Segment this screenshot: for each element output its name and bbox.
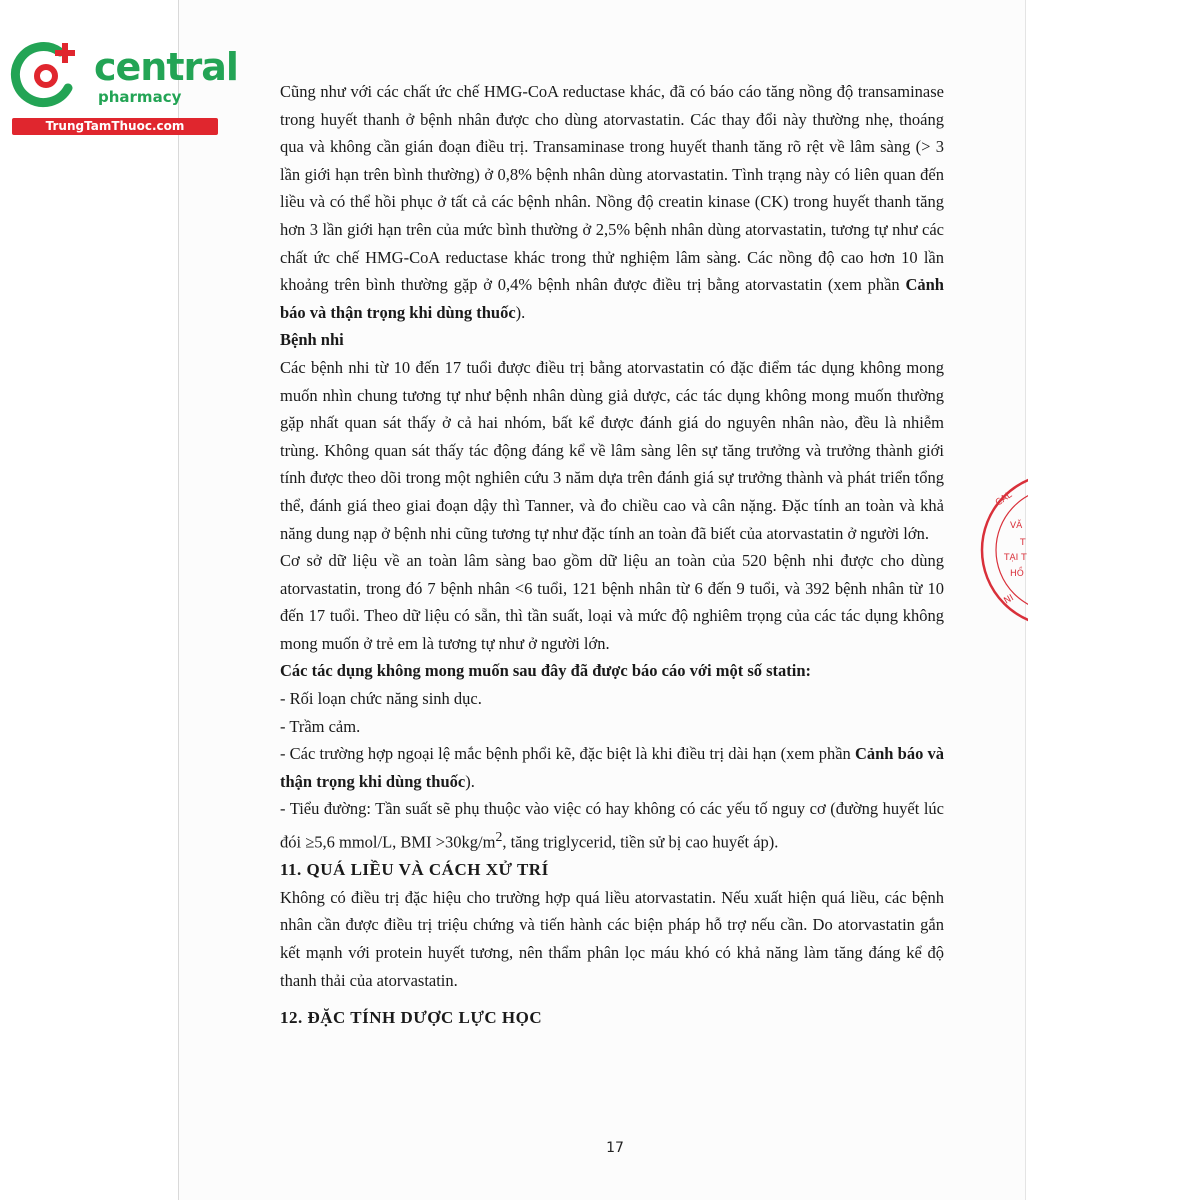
svg-text:VĂ: VĂ bbox=[1010, 521, 1023, 531]
central-pharmacy-logo[interactable] bbox=[10, 38, 238, 138]
pharmacy-cross-logo-icon bbox=[10, 38, 82, 110]
section-heading-overdose: 11. QUÁ LIỀU VÀ CÁCH XỬ TRÍ bbox=[280, 860, 549, 880]
bullet-sexual-dysfunction: - Rối loạn chức năng sinh dục. bbox=[280, 689, 482, 709]
cross-reference-warnings-2: Cảnh báo và thận trọng khi dùng thuốc bbox=[280, 744, 944, 791]
svg-text:T: T bbox=[1020, 538, 1026, 548]
svg-text:CAL: CAL bbox=[993, 490, 1015, 509]
svg-text:HỒ: HỒ bbox=[1010, 569, 1024, 579]
logo-brand-text: central bbox=[94, 45, 238, 89]
bullet-interstitial-lung: - Các trường hợp ngoại lệ mắc bệnh phổi kẽ, đặc biệt là khi điều trị dài hạn (xem phần Cảnh báo và thận trọng khi dùng thuốc). bbox=[280, 744, 944, 791]
svg-text:TẠI T: TẠI T bbox=[1004, 553, 1027, 563]
paragraph-transaminase: Cũng như với các chất ức chế HMG-CoA reductase khác, đã có báo cáo tăng nồng độ transaminase trong huyết thanh ở bệnh nhân được cho dùng atorvastatin. Các thay đổi này thường nhẹ, thoáng qua và không cần gián đoạn điều trị. Transaminase trong huyết thanh tăng rõ rệt về lâm sàng (> 3 lần giới hạn trên bình thường) ở 0,8% bệnh nhân dùng atorvastatin. Tình trạng này có liên quan đến liều và có thể hồi phục ở tất cả các bệnh nhân. Nồng độ creatin kinase (CK) trong huyết thanh tăng hơn 3 lần giới hạn trên của mức bình thường ở 2,5% bệnh nhân dùng atorvastatin, tương tự như các chất ức chế HMG-CoA reductase khác trong thử nghiệm lâm sàng. Các nồng độ cao hơn 10 lần khoảng trên bình thường gặp ở 0,4% bệnh nhân được điều trị bằng atorvastatin (xem phần Cảnh báo và thận trọng khi dùng thuốc). bbox=[280, 82, 944, 322]
section-heading-pharmacodynamics: 12. ĐẶC TÍNH DƯỢC LỰC HỌC bbox=[280, 1008, 543, 1028]
cross-reference-warnings: Cảnh báo và thận trọng khi dùng thuốc bbox=[280, 275, 944, 322]
paragraph-pediatric: Các bệnh nhi từ 10 đến 17 tuổi được điều trị bằng atorvastatin có đặc điểm tác dụng không mong muốn nhìn chung tương tự như bệnh nhân dùng giả dược, các tác dụng không mong muốn thường gặp nhất quan sát thấy ở cả hai nhóm, bất kể được đánh giá do nguyên nhân nào, đều là nhiễm trùng. Không quan sát thấy tác động đáng kể về lâm sàng lên sự tăng trưởng và trưởng thành giới tính được theo dõi trong một nghiên cứu 3 năm dựa trên đánh giá sự trưởng thành và phát triển tổng thể, đánh giá theo giai đoạn dậy thì Tanner, và đo chiều cao và cân nặng. Đặc tính an toàn và khả năng dung nạp ở bệnh nhi cũng tương tự như đặc tính an toàn đã biết của atorvastatin ở người lớn. bbox=[280, 357, 944, 543]
heading-statin-effects: Các tác dụng không mong muốn sau đây đã được báo cáo với một số statin: bbox=[280, 661, 812, 681]
svg-text:NI: NI bbox=[1002, 593, 1016, 607]
document-body bbox=[280, 78, 944, 1032]
paragraph-safety-database: Cơ sở dữ liệu về an toàn lâm sàng bao gồm dữ liệu an toàn của 520 bệnh nhi được cho dùng atorvastatin, trong đó 7 bệnh nhân <6 tuổi, 121 bệnh nhân từ 6 đến 9 tuổi, và 392 bệnh nhân từ 10 đến 17 tuổi. Theo dữ liệu có sẵn, thì tần suất, loại và mức độ nghiêm trọng của các tác dụng không mong muốn ở trẻ em là tương tự như ở người lớn. bbox=[280, 551, 944, 653]
paragraph-overdose: Không có điều trị đặc hiệu cho trường hợp quá liều atorvastatin. Nếu xuất hiện quá liều, các bệnh nhân cần được điều trị triệu chứng và tiến hành các biện pháp hỗ trợ nếu cần. Do atorvastatin gắn kết mạnh với protein huyết tương, nên thẩm phân lọc máu khó có khả năng làm tăng đáng kể độ thanh thải của atorvastatin. bbox=[280, 887, 944, 990]
page-number: 17 bbox=[606, 1140, 624, 1156]
heading-pediatric: Bệnh nhi bbox=[280, 330, 344, 350]
logo-url-badge[interactable]: TrungTamThuoc.com bbox=[12, 118, 218, 135]
red-seal-stamp bbox=[980, 470, 1028, 630]
logo-sub-text: pharmacy bbox=[98, 88, 182, 106]
bullet-diabetes: - Tiểu đường: Tần suất sẽ phụ thuộc vào việc có hay không có các yếu tố nguy cơ (đường huyết lúc đói ≥5,6 mmol/L, BMI $>30kg/m^2$, tăng triglycerid, tiền sử bị cao huyết áp). bbox=[280, 799, 944, 852]
bullet-depression: - Trầm cảm. bbox=[280, 716, 361, 736]
